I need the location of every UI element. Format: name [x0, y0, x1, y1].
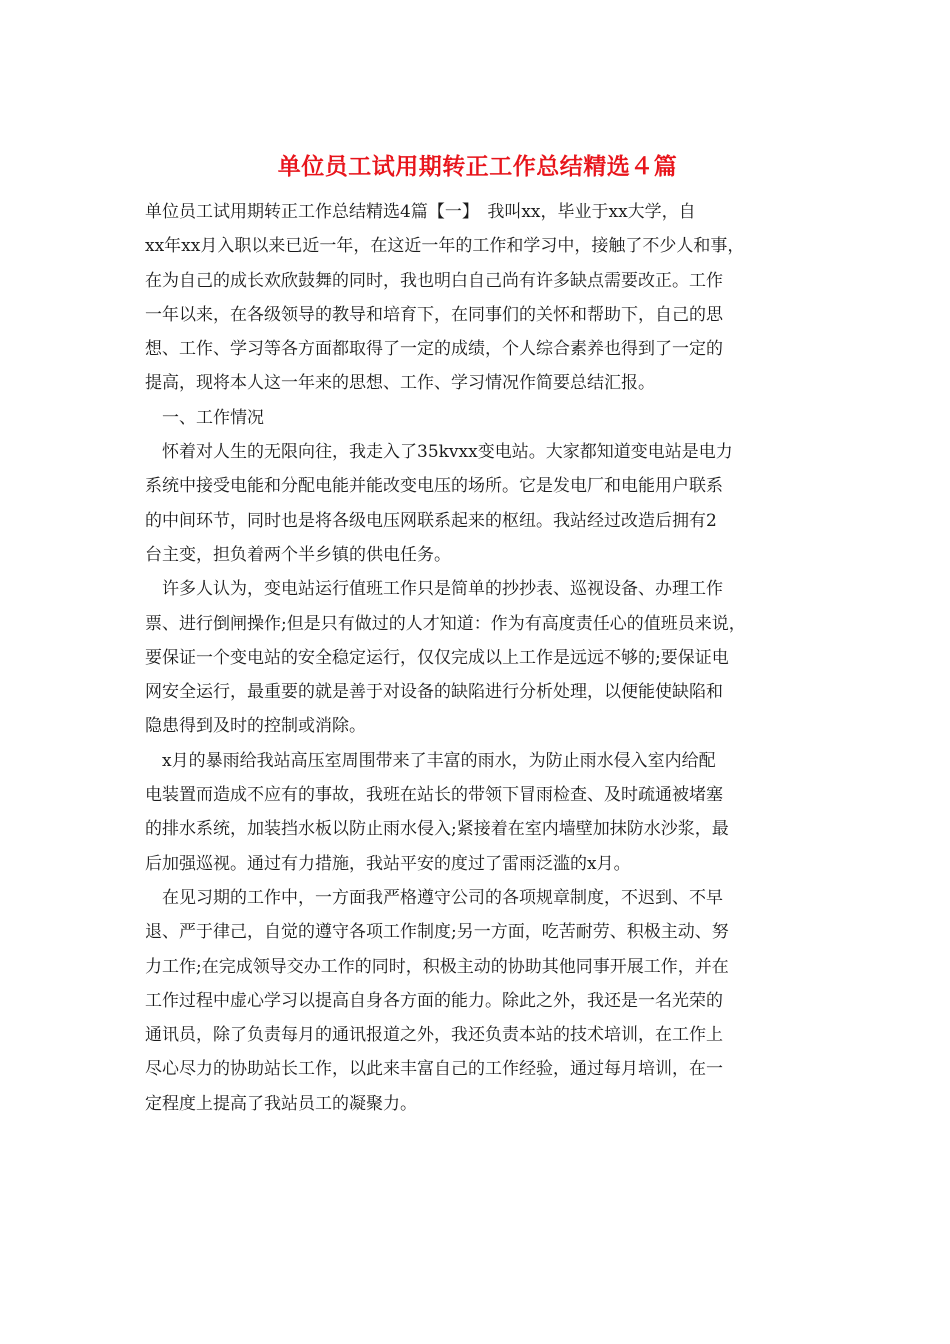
text-line: xx年xx月入职以来已近一年，在这近一年的工作和学习中，接触了不少人和事， [145, 236, 745, 257]
text-line: x月的暴雨给我站高压室周围带来了丰富的雨水，为防止雨水侵入室内给配 [162, 750, 716, 771]
text-line: 的排水系统，加装挡水板以防止雨水侵入;紧接着在室内墙壁加抹防水沙浆，最 [145, 819, 729, 840]
text-line: 系统中接受电能和分配电能并能改变电压的场所。它是发电厂和电能用户联系 [145, 476, 723, 497]
text-line: 许多人认为，变电站运行值班工作只是简单的抄抄表、巡视设备、办理工作 [162, 579, 723, 600]
text-line: 票、进行倒闸操作;但是只有做过的人才知道：作为有高度责任心的值班员来说， [145, 613, 746, 634]
text-line: 要保证一个变电站的安全稳定运行，仅仅完成以上工作是远远不够的;要保证电 [145, 647, 729, 668]
text-line: 力工作;在完成领导交办工作的同时，积极主动的协助其他同事开展工作，并在 [145, 956, 729, 977]
text-line: 网安全运行，最重要的就是善于对设备的缺陷进行分析处理，以便能使缺陷和 [145, 682, 723, 703]
section-heading: 一、工作情况 [162, 407, 264, 428]
text-line: 退、严于律己，自觉的遵守各项工作制度;另一方面，吃苦耐劳、积极主动、努 [145, 922, 729, 943]
text-line: 尽心尽力的协助站长工作，以此来丰富自己的工作经验，通过每月培训，在一 [145, 1059, 723, 1080]
text-line: 的中间环节，同时也是将各级电压网联系起来的枢纽。我站经过改造后拥有2 [145, 510, 717, 531]
text-line: 怀着对人生的无限向往，我走入了35kvxx变电站。大家都知道变电站是电力 [162, 442, 733, 463]
text-line: 定程度上提高了我站员工的凝聚力。 [145, 1093, 417, 1114]
text-line: 在见习期的工作中，一方面我严格遵守公司的各项规章制度，不迟到、不早 [162, 887, 723, 908]
text-line: 工作过程中虚心学习以提高自身各方面的能力。除此之外，我还是一名光荣的 [145, 990, 723, 1011]
text-line: 隐患得到及时的控制或消除。 [145, 716, 366, 737]
text-line: 提高，现将本人这一年来的思想、工作、学习情况作简要总结汇报。 [145, 373, 655, 394]
document-body [145, 195, 810, 1121]
text-line: 电装置而造成不应有的事故，我班在站长的带领下冒雨检查、及时疏通被堵塞 [145, 785, 723, 806]
text-line: 通讯员，除了负责每月的通讯报道之外，我还负责本站的技术培训，在工作上 [145, 1025, 723, 1046]
text-line: 台主变，担负着两个半乡镇的供电任务。 [145, 544, 451, 565]
text-line: 一年以来，在各级领导的教导和培育下，在同事们的关怀和帮助下，自己的思 [145, 304, 723, 325]
text-line: 在为自己的成长欢欣鼓舞的同时，我也明白自己尚有许多缺点需要改正。工作 [145, 270, 723, 291]
text-line: 想、工作、学习等各方面都取得了一定的成绩，个人综合素养也得到了一定的 [145, 339, 723, 360]
text-line: 后加强巡视。通过有力措施，我站平安的度过了雷雨泛滥的x月。 [145, 853, 631, 874]
document-title: 单位员工试用期转正工作总结精选４篇 [277, 153, 678, 180]
text-line: 单位员工试用期转正工作总结精选4篇【一】 我叫xx，毕业于xx大学，自 [145, 202, 696, 222]
